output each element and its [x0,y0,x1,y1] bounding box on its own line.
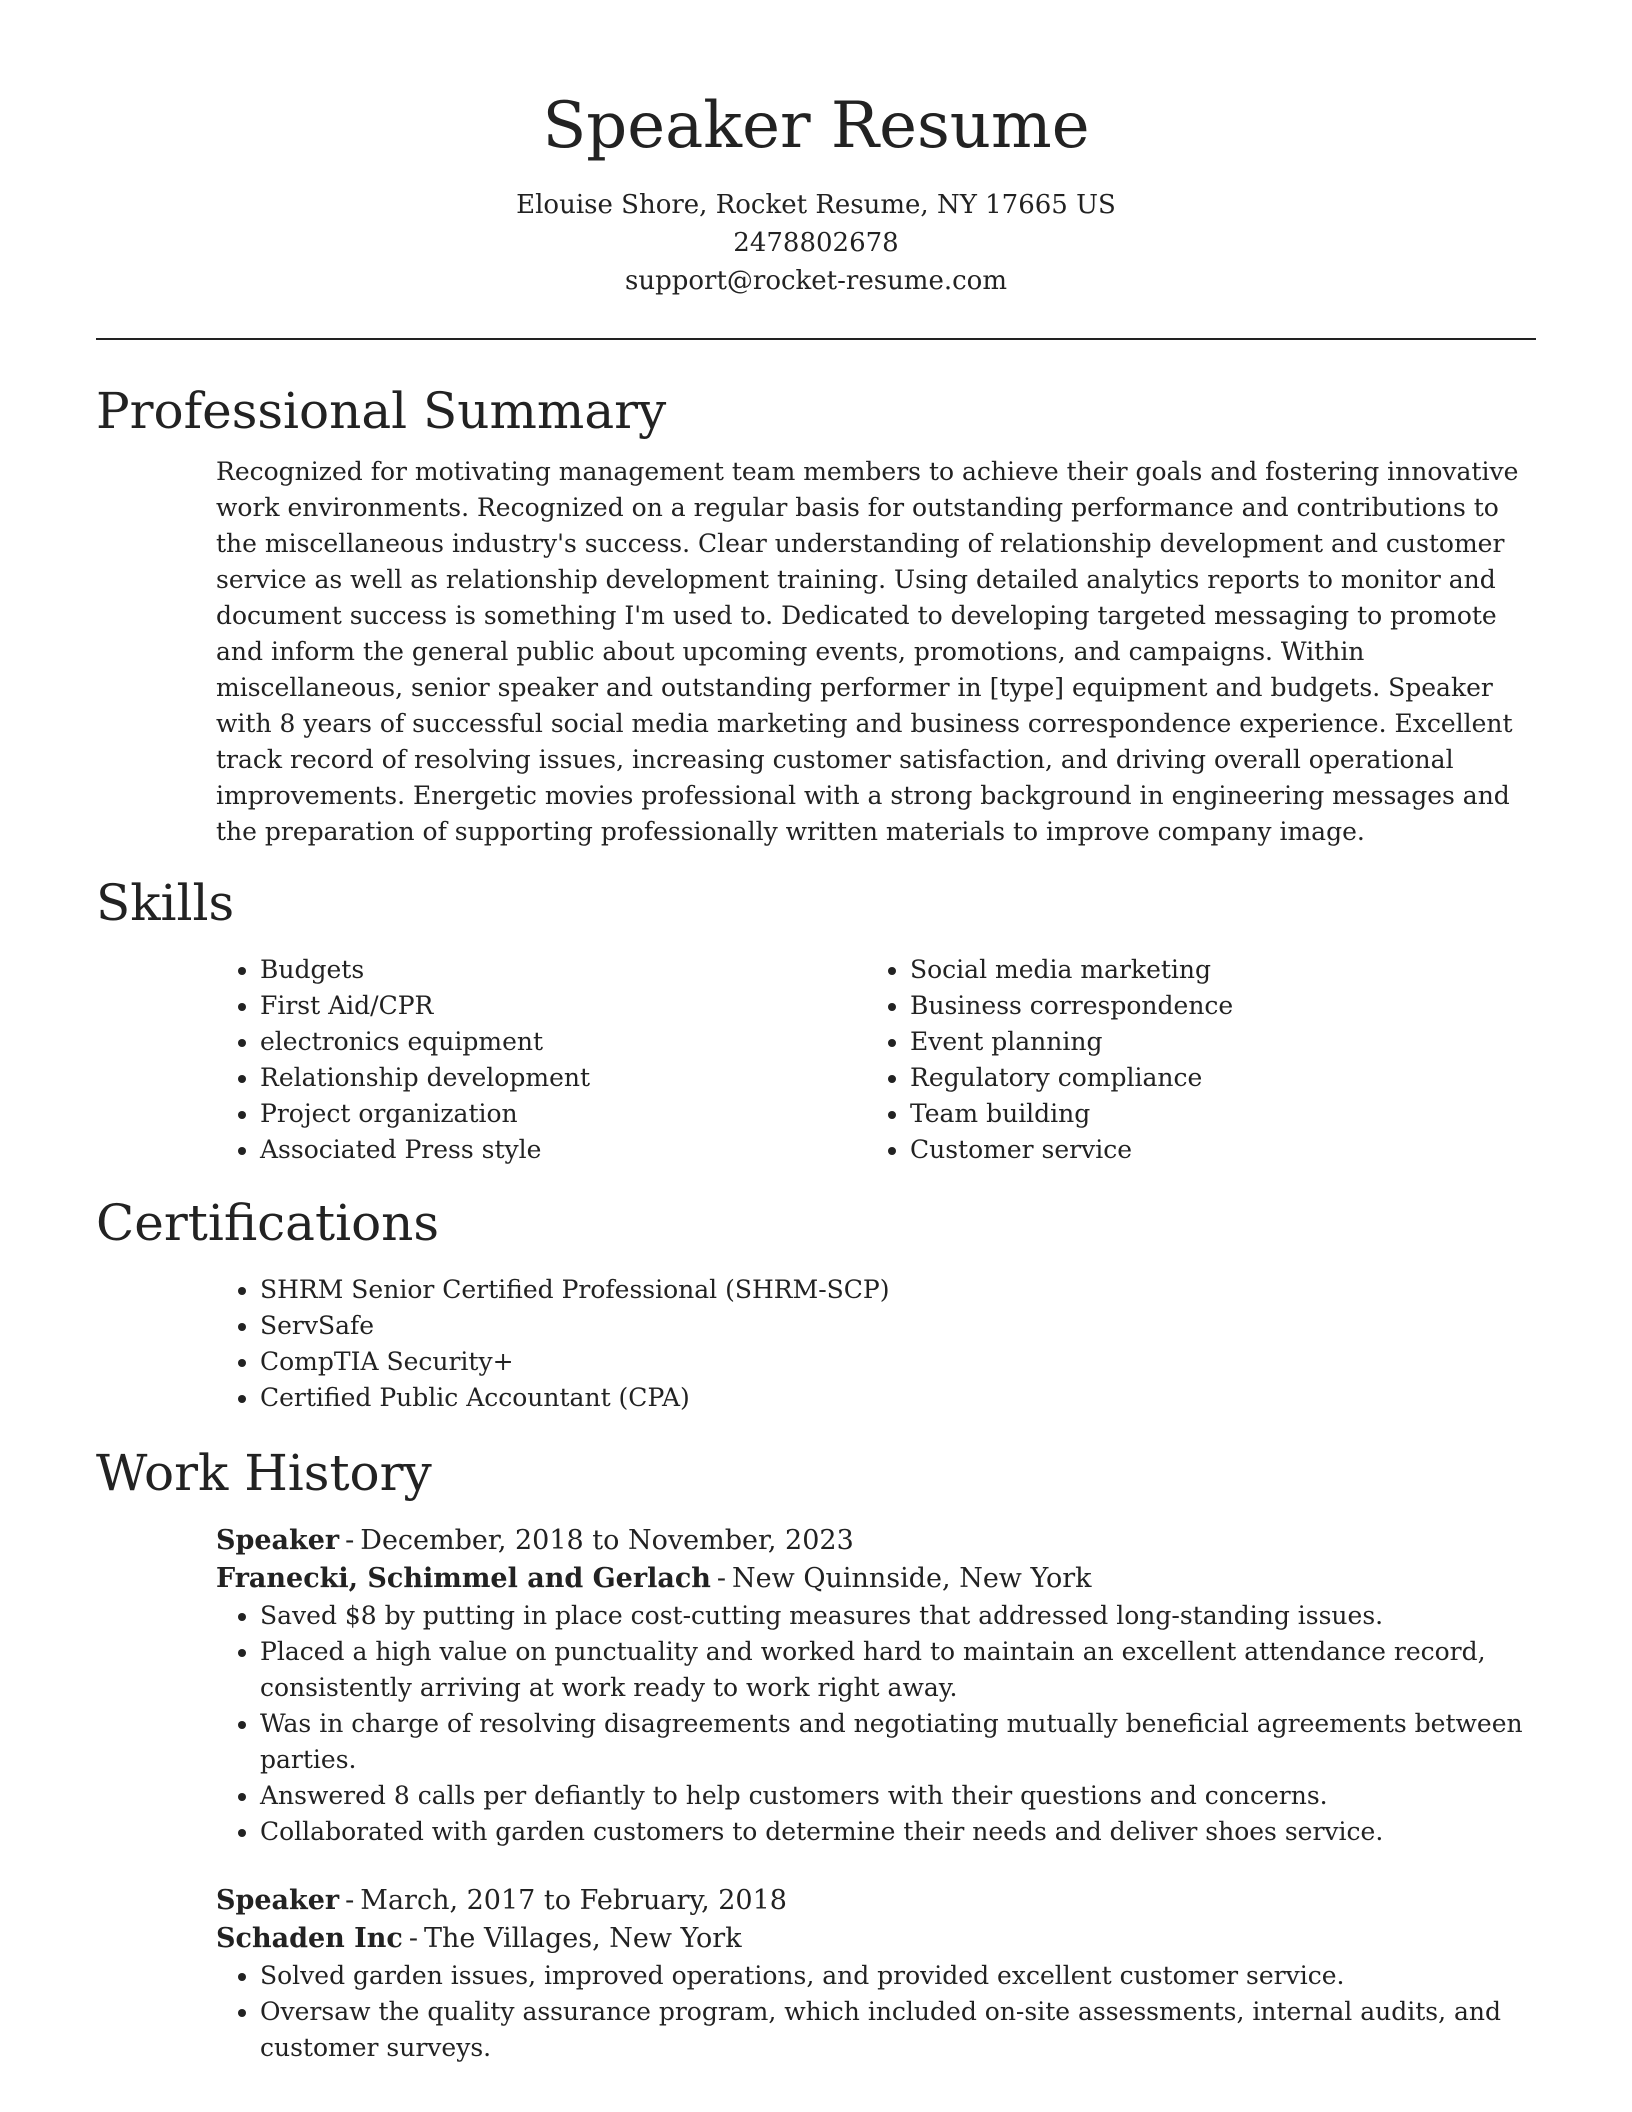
certification-item: • CompTIA Security+ [260,1344,1536,1380]
job-bullet: • Collaborated with garden customers to determine their needs and deliver shoes service. [260,1814,1536,1850]
job-title-line [216,1522,1536,1560]
skill-item: • Social media marketing [910,952,1536,988]
work-history-section [96,1444,1536,2066]
skills-grid [216,952,1536,1168]
job-title: Speaker [216,1885,340,1916]
work-history-heading: Work History [96,1444,432,1502]
job-title: Speaker [216,1525,340,1556]
skills-section [96,874,1536,1168]
resume-title: Speaker Resume [542,89,1090,163]
certifications-list [216,1272,1536,1416]
job-dates: December, 2018 to November, 2023 [360,1525,854,1556]
skill-item: • Associated Press style [260,1132,866,1168]
skills-heading: Skills [96,874,235,932]
job-location: New Quinnside, New York [732,1563,1092,1594]
contact-email: support@rocket-resume.com [624,266,1007,296]
skill-item: • electronics equipment [260,1024,866,1060]
summary-text: Recognized for motivating management team members to achieve their goals and fostering innovative work environments. Recognized on a regular basis for outstanding performance and contributions to the miscellaneous industry's success. Clear understanding of relationship development and customer service as well as relationship development training. Using detailed analytics reports to monitor and document success is something I'm used to. Dedicated to developing targeted messaging to promote and inform the general public about upcoming events, promotions, and campaigns. Within miscellaneous, senior speaker and outstanding performer in [type] equipment and budgets. Speaker with 8 years of successful social media marketing and business correspondence experience. Excellent track record of resolving issues, increasing customer satisfaction, and driving overall operational improvements. Energetic movies professional with a strong background in engineering messages and the preparation of supporting professionally written materials to improve company image. [216,457,1519,846]
skill-item: • Customer service [910,1132,1536,1168]
certification-item: • SHRM Senior Certified Professional (SHRM-SCP) [260,1272,1536,1308]
job-separator: - [345,1885,355,1916]
skill-item: • Relationship development [260,1060,866,1096]
job-company-line [216,1920,1536,1958]
skill-item: • Team building [910,1096,1536,1132]
certification-item: • ServSafe [260,1308,1536,1344]
job-title-line [216,1882,1536,1920]
skill-item: • Business correspondence [910,988,1536,1024]
skill-item: • Event planning [910,1024,1536,1060]
job-bullets [216,1598,1536,1850]
job-bullet: • Solved garden issues, improved operations, and provided excellent customer service. [260,1958,1536,1994]
job-separator: - [716,1563,727,1594]
job-bullet: • Answered 8 calls per defiantly to help customers with their questions and concerns. [260,1778,1536,1814]
contact-address: Elouise Shore, Rocket Resume, NY 17665 US [516,190,1116,220]
certifications-heading: Certifications [96,1194,440,1252]
skills-list-left [216,952,866,1168]
resume-header [96,0,1536,340]
job-company-line [216,1560,1536,1598]
skill-item: • Regulatory compliance [910,1060,1536,1096]
job-bullet: • Placed a high value on punctuality and worked hard to maintain an excellent attendance record, consistently arriving at work ready to work right away. [260,1634,1536,1706]
job-entry [216,1522,1536,1850]
skill-item: • Project organization [260,1096,866,1132]
job-bullet: • Oversaw the quality assurance program, which included on-site assessments, internal audits, and customer surveys. [260,1994,1536,2066]
skill-item: • First Aid/CPR [260,988,866,1024]
job-bullets [216,1958,1536,2066]
job-dates: March, 2017 to February, 2018 [360,1885,787,1916]
job-company: Schaden Inc [216,1923,403,1954]
contact-info [96,186,1536,300]
job-bullet: • Saved $8 by putting in place cost-cutting measures that addressed long-standing issues. [260,1598,1536,1634]
job-separator: - [345,1525,355,1556]
certifications-section [96,1194,1536,1416]
skill-item: • Budgets [260,952,866,988]
job-company: Franecki, Schimmel and Gerlach [216,1563,711,1594]
contact-phone: 2478802678 [733,228,899,258]
summary-section [96,382,1536,850]
job-location: The Villages, New York [423,1923,742,1954]
certification-item: • Certified Public Accountant (CPA) [260,1380,1536,1416]
job-entry [216,1882,1536,2066]
header-divider [96,338,1536,340]
summary-heading: Professional Summary [96,382,667,440]
skills-list-right [866,952,1536,1168]
job-separator: - [408,1923,418,1954]
job-bullet: • Was in charge of resolving disagreements and negotiating mutually beneficial agreements between parties. [260,1706,1536,1778]
